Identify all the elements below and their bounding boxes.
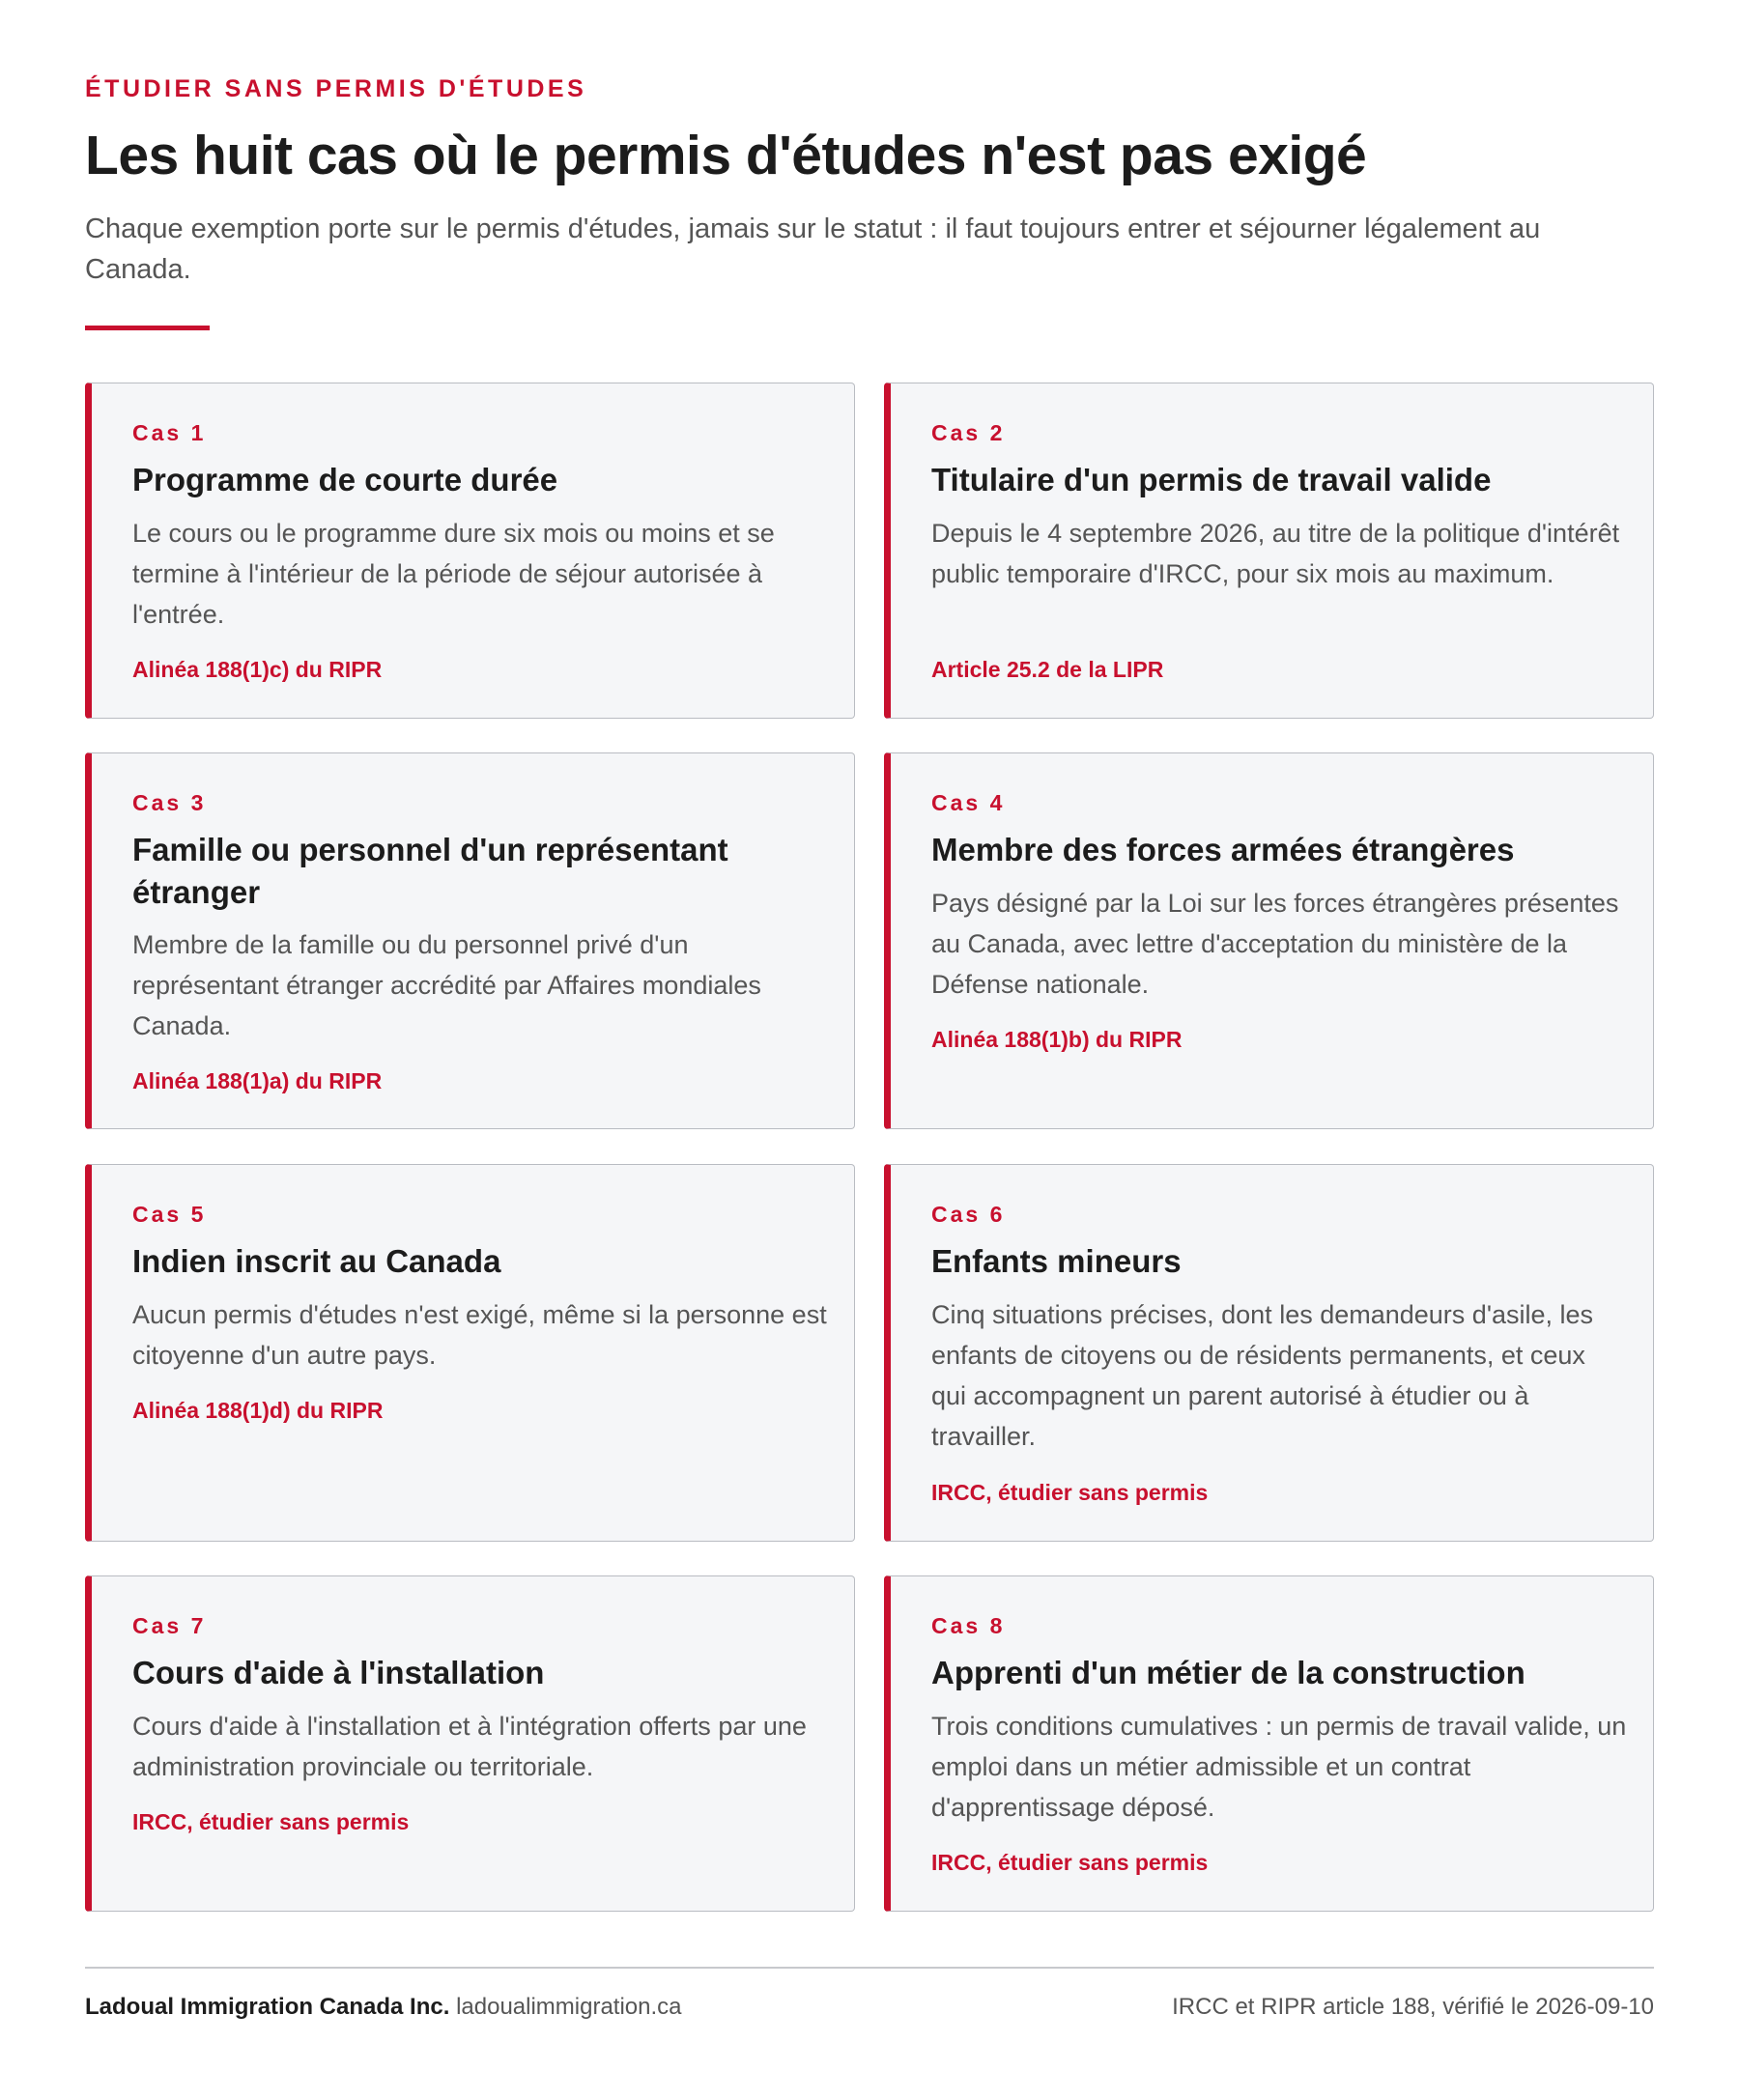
case-title: Apprenti d'un métier de la construction (931, 1655, 1525, 1690)
case-title: Programme de courte durée (132, 462, 558, 497)
case-card-7 (85, 1575, 855, 1912)
case-label: Cas 5 (132, 1202, 207, 1227)
case-title: Titulaire d'un permis de travail valide (931, 462, 1492, 497)
case-reference: IRCC, étudier sans permis (931, 1480, 1209, 1505)
case-description: Membre de la famille ou du personnel privé d'un représentant étranger accrédité par Affaires mondiales Canada. (132, 930, 761, 1040)
case-description: Depuis le 4 septembre 2026, au titre de la politique d'intérêt public temporaire d'IRCC, pour six mois au maximum. (931, 519, 1620, 588)
footer-divider (85, 1967, 1654, 1969)
case-title: Indien inscrit au Canada (132, 1243, 501, 1279)
case-description: Pays désigné par la Loi sur les forces étrangères présentes au Canada, avec lettre d'acceptation du ministère de la Défense nationale. (931, 889, 1619, 999)
case-label: Cas 7 (132, 1613, 207, 1638)
case-description: Trois conditions cumulatives : un permis de travail valide, un emploi dans un métier admissible et un contrat d'apprentissage déposé. (931, 1712, 1627, 1822)
case-card-3 (85, 752, 855, 1129)
case-title: Famille ou personnel d'un représentant étranger (132, 832, 728, 910)
page-subtitle: Chaque exemption porte sur le permis d'études, jamais sur le statut : il faut toujours entrer et séjourner légalement au Canada. (85, 213, 1541, 285)
case-reference: Alinéa 188(1)d) du RIPR (132, 1398, 384, 1423)
case-description: Cinq situations précises, dont les demandeurs d'asile, les enfants de citoyens ou de résidents permanents, et ceux qui accompagnent un parent autorisé à étudier ou à travailler. (931, 1300, 1594, 1451)
case-label: Cas 2 (931, 420, 1006, 445)
case-label: Cas 1 (132, 420, 207, 445)
case-card-4 (884, 752, 1654, 1129)
case-reference: IRCC, étudier sans permis (132, 1809, 410, 1834)
case-label: Cas 3 (132, 790, 207, 815)
case-card-8 (884, 1575, 1654, 1912)
case-title: Membre des forces armées étrangères (931, 832, 1515, 867)
case-card-1 (85, 383, 855, 719)
case-label: Cas 4 (931, 790, 1006, 815)
case-reference: Alinéa 188(1)a) du RIPR (132, 1068, 383, 1093)
case-reference: Alinéa 188(1)c) du RIPR (132, 657, 383, 682)
case-title: Cours d'aide à l'installation (132, 1655, 545, 1690)
accent-divider (85, 326, 210, 330)
page-title: Les huit cas où le permis d'études n'est pas exigé (85, 125, 1367, 186)
footer-website[interactable]: ladoualimmigration.ca (456, 1994, 682, 2020)
footer-credit (85, 1994, 682, 2021)
case-title: Enfants mineurs (931, 1243, 1182, 1279)
case-card-6 (884, 1164, 1654, 1542)
case-description: Aucun permis d'études n'est exigé, même si la personne est citoyenne d'un autre pays. (132, 1300, 827, 1370)
eyebrow: ÉTUDIER SANS PERMIS D'ÉTUDES (85, 75, 587, 102)
case-description: Le cours ou le programme dure six mois ou moins et se termine à l'intérieur de la période de séjour autorisée à l'entrée. (132, 519, 775, 629)
case-description: Cours d'aide à l'installation et à l'intégration offerts par une administration provinciale ou territoriale. (132, 1712, 807, 1781)
case-reference: Alinéa 188(1)b) du RIPR (931, 1027, 1183, 1052)
case-reference: IRCC, étudier sans permis (931, 1850, 1209, 1875)
case-card-2 (884, 383, 1654, 719)
case-reference: Article 25.2 de la LIPR (931, 657, 1164, 682)
footer-organization: Ladoual Immigration Canada Inc. (85, 1994, 450, 2020)
case-label: Cas 6 (931, 1202, 1006, 1227)
case-card-5 (85, 1164, 855, 1542)
case-label: Cas 8 (931, 1613, 1006, 1638)
footer-source-note: IRCC et RIPR article 188, vérifié le 2026-09-10 (1172, 1994, 1654, 2020)
